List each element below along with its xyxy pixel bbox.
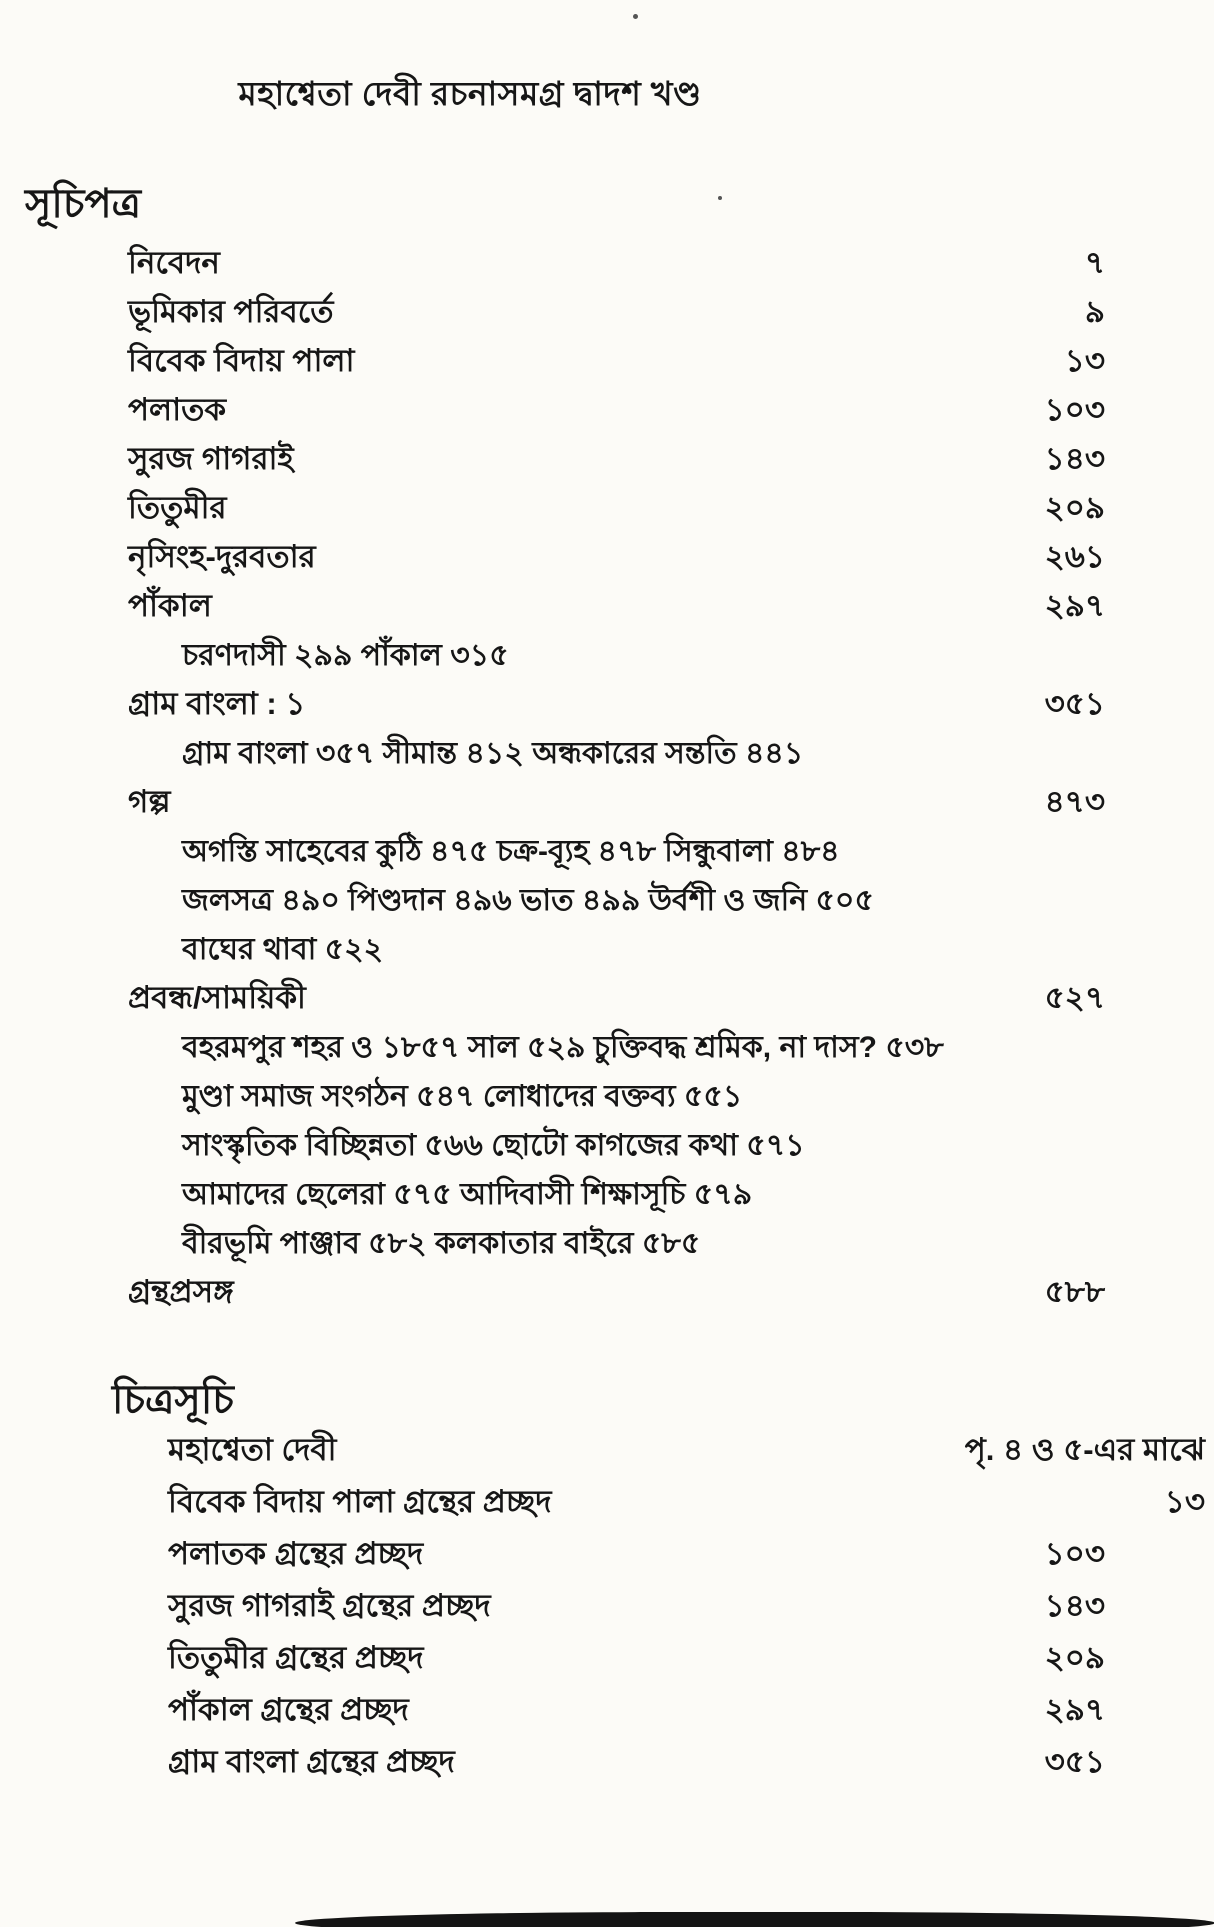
illustration-entry-title: পলাতক গ্রন্থের প্রচ্ছদ	[168, 1536, 424, 1571]
toc-row	[0, 583, 1214, 632]
toc-entry-title: বিবেক বিদায় পালা	[128, 342, 355, 378]
toc-entry-title: প্রবন্ধ/সাময়িকী	[128, 979, 306, 1015]
illustration-entry-title: বিবেক বিদায় পালা গ্রন্থের প্রচ্ছদ	[168, 1484, 552, 1519]
toc-row	[0, 1024, 1214, 1073]
toc-row	[0, 877, 1214, 926]
illustration-entry-page: ১৪৩	[1044, 1588, 1105, 1623]
toc-row	[0, 387, 1214, 436]
toc-entry-page: ২০৯	[1044, 489, 1105, 525]
toc-entry-page: ৫২৭	[1044, 979, 1105, 1015]
illustration-row	[0, 1426, 1214, 1478]
scan-shadow	[295, 1912, 1214, 1927]
book-title: মহাশ্বেতা দেবী রচনাসমগ্র দ্বাদশ খণ্ড	[238, 75, 702, 112]
toc-entry-title: ভূমিকার পরিবর্তে	[128, 293, 334, 329]
toc-entry-title: নৃসিংহ-দুরবতার	[128, 538, 316, 574]
toc-entry-page: ১০৩	[1044, 391, 1105, 427]
illustration-row	[0, 1634, 1214, 1686]
toc-row	[0, 975, 1214, 1024]
illustrations-heading: চিত্রসূচি	[112, 1378, 234, 1422]
toc-entry-title: অগস্তি সাহেবের কুঠি ৪৭৫ চক্র-ব্যূহ ৪৭৮ সিন্ধুবালা ৪৮৪	[182, 835, 840, 868]
toc-row	[0, 779, 1214, 828]
toc-entry-page: ১৩	[1064, 342, 1105, 378]
toc-row	[0, 730, 1214, 779]
toc-entry-page: ২৯৭	[1044, 587, 1105, 623]
toc-entry-title: সুরজ গাগরাই	[128, 440, 294, 476]
illustrations-list	[0, 1426, 1214, 1790]
toc-row	[0, 1171, 1214, 1220]
toc-row	[0, 338, 1214, 387]
illustration-entry-page: ৩৫১	[1044, 1744, 1105, 1779]
illustration-entry-page: ১৩	[1164, 1484, 1205, 1519]
illustration-entry-page: ১০৩	[1044, 1536, 1105, 1571]
toc-entry-page: ৭	[1084, 244, 1105, 280]
toc-entry-title: গ্রাম বাংলা ৩৫৭ সীমান্ত ৪১২ অন্ধকারের সন্ততি ৪৪১	[182, 737, 804, 770]
illustration-row	[0, 1530, 1214, 1582]
scan-speck	[633, 14, 638, 19]
toc-entry-page: ৩৫১	[1044, 685, 1105, 721]
toc-list	[0, 240, 1214, 1318]
toc-row	[0, 1269, 1214, 1318]
toc-row	[0, 681, 1214, 730]
toc-row	[0, 289, 1214, 338]
toc-entry-title: পলাতক	[128, 391, 227, 427]
illustration-entry-page: ২৯৭	[1044, 1692, 1105, 1727]
illustration-entry-title: তিতুমীর গ্রন্থের প্রচ্ছদ	[168, 1640, 424, 1675]
toc-entry-title: গ্রন্থপ্রসঙ্গ	[128, 1273, 234, 1309]
toc-row	[0, 632, 1214, 681]
toc-row	[0, 534, 1214, 583]
illustration-entry-page: ২০৯	[1044, 1640, 1105, 1675]
toc-entry-page: ৯	[1084, 293, 1105, 329]
illustration-entry-title: সুরজ গাগরাই গ্রন্থের প্রচ্ছদ	[168, 1588, 491, 1623]
toc-row	[0, 1220, 1214, 1269]
toc-row	[0, 485, 1214, 534]
toc-entry-title: সাংস্কৃতিক বিচ্ছিন্নতা ৫৬৬ ছোটো কাগজের কথা ৫৭১	[182, 1129, 805, 1162]
toc-entry-title: আমাদের ছেলেরা ৫৭৫ আদিবাসী শিক্ষাসূচি ৫৭৯	[182, 1178, 753, 1211]
illustration-entry-title: পাঁকাল গ্রন্থের প্রচ্ছদ	[168, 1692, 409, 1727]
toc-entry-title: বহরমপুর শহর ও ১৮৫৭ সাল ৫২৯ চুক্তিবদ্ধ শ্রমিক, না দাস? ৫৩৮	[182, 1031, 944, 1064]
toc-entry-title: পাঁকাল	[128, 587, 212, 623]
toc-row	[0, 828, 1214, 877]
toc-row	[0, 1073, 1214, 1122]
toc-entry-page: ৪৭৩	[1044, 783, 1105, 819]
toc-entry-page: ১৪৩	[1044, 440, 1105, 476]
toc-entry-title: জলসত্র ৪৯০ পিণ্ডদান ৪৯৬ ভাত ৪৯৯ উর্বশী ও জনি ৫০৫	[182, 884, 874, 917]
illustration-entry-title: গ্রাম বাংলা গ্রন্থের প্রচ্ছদ	[168, 1744, 455, 1779]
toc-row	[0, 926, 1214, 975]
toc-heading: সূচিপত্র	[25, 182, 141, 226]
toc-entry-title: নিবেদন	[128, 244, 220, 280]
toc-entry-title: বীরভূমি পাঞ্জাব ৫৮২ কলকাতার বাইরে ৫৮৫	[182, 1227, 701, 1260]
illustration-row	[0, 1478, 1214, 1530]
toc-entry-title: মুণ্ডা সমাজ সংগঠন ৫৪৭ লোধাদের বক্তব্য ৫৫১	[182, 1080, 743, 1113]
toc-entry-page: ২৬১	[1044, 538, 1105, 574]
illustration-row	[0, 1738, 1214, 1790]
toc-entry-title: তিতুমীর	[128, 489, 227, 525]
toc-entry-title: গল্প	[128, 783, 171, 819]
toc-entry-title: চরণদাসী ২৯৯ পাঁকাল ৩১৫	[182, 639, 509, 672]
illustration-row	[0, 1686, 1214, 1738]
toc-entry-page: ৫৮৮	[1044, 1273, 1105, 1309]
toc-row	[0, 436, 1214, 485]
scan-speck	[718, 196, 722, 200]
toc-row	[0, 1122, 1214, 1171]
illustration-entry-title: মহাশ্বেতা দেবী	[168, 1432, 337, 1467]
illustration-row	[0, 1582, 1214, 1634]
toc-row	[0, 240, 1214, 289]
illustration-entry-page: পৃ. ৪ ও ৫-এর মাঝে	[964, 1432, 1205, 1467]
toc-entry-title: গ্রাম বাংলা : ১	[128, 685, 306, 721]
toc-entry-title: বাঘের থাবা ৫২২	[182, 933, 384, 966]
